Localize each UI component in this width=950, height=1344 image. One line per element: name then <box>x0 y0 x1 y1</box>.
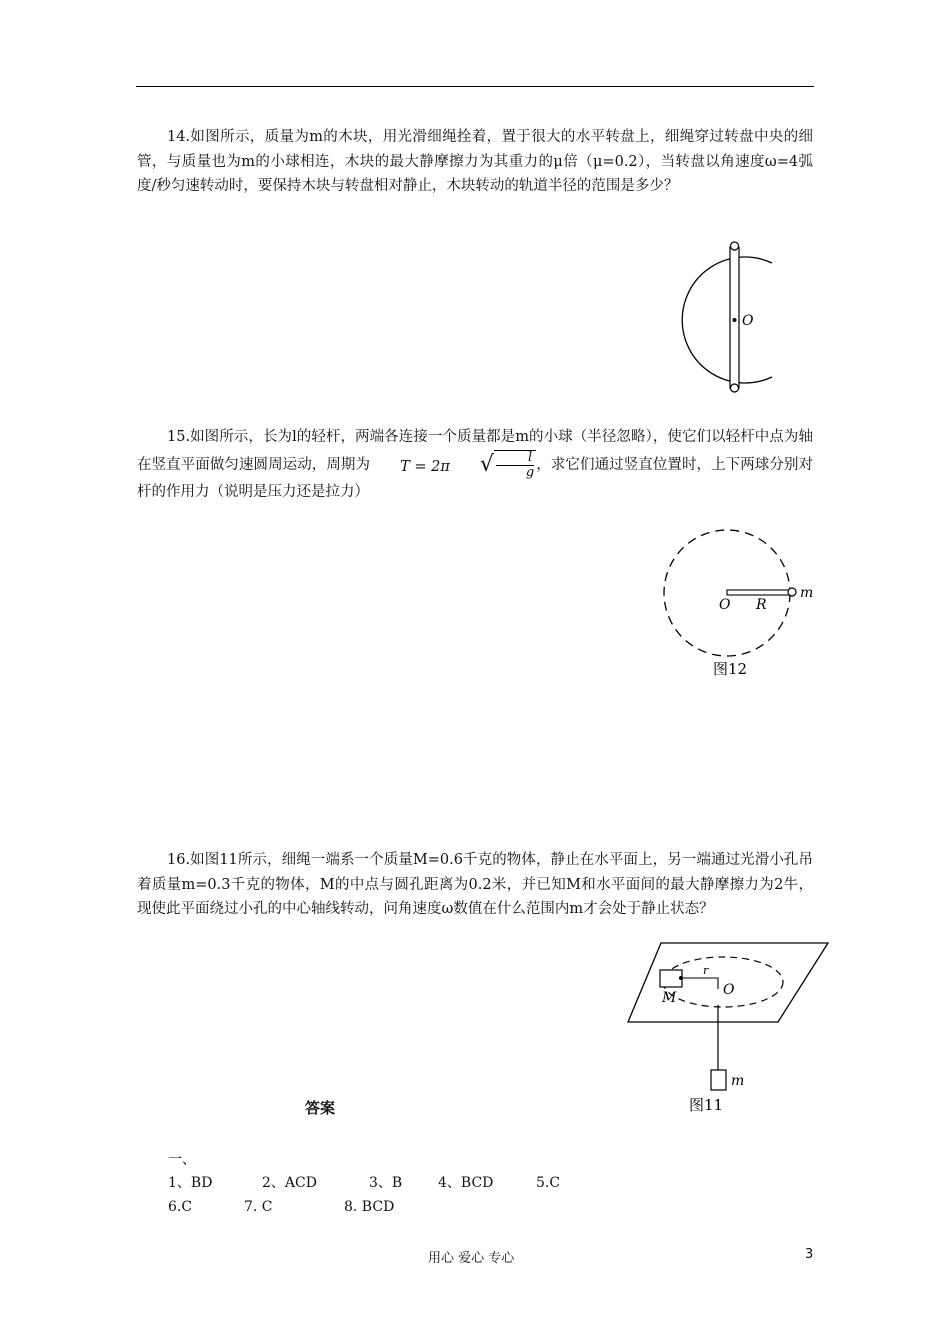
question-14-text: 14.如图所示，质量为m的木块，用光滑细绳拴着，置于很大的水平转盘上，细绳穿过转盘中央的细管，与质量也为m的小球相连，木块的最大静摩擦力为其重力的μ倍（μ=0.2），当转盘以角速度ω=4弧度/秒匀速转动时，要保持木块与转盘相对静止，木块转动的轨道半径的范围是多少？ <box>137 129 813 194</box>
header-rule <box>136 86 814 87</box>
center-label: O <box>742 313 754 329</box>
answer-6: 6.C <box>168 1199 193 1215</box>
center-label: O <box>719 597 731 613</box>
block-center-dot <box>679 976 683 980</box>
figure-turntable <box>660 240 790 399</box>
turntable-arc <box>682 257 772 383</box>
center-point <box>733 318 737 322</box>
rod <box>727 590 790 595</box>
bottom-ball <box>731 384 739 392</box>
answer-2: 2、ACD <box>262 1175 317 1191</box>
question-15-text: 15.如图所示，长为l的轻杆，两端各连接一个质量都是m的小球（半径忽略），使它们以轻杆中点为轴在竖直平面做匀速圆周运动，周期为 T = 2π √ $\frac{l}{g}$ ，求它们通过竖直位置时，上下两球分别对杆的作用力（说明是压力还是拉力） <box>137 429 814 500</box>
string-top <box>682 978 718 989</box>
ball <box>788 588 796 596</box>
figure-caption: 图12 <box>713 660 748 678</box>
answer-8: 8. BCD <box>344 1199 395 1215</box>
figure-11 <box>625 940 830 1124</box>
answer-section: 一、 <box>168 1152 196 1168</box>
period-formula: T = 2π √ $\frac{l}{g}$ <box>400 449 535 480</box>
answer-7: 7. C <box>244 1199 273 1215</box>
big-mass-label: M <box>662 990 677 1006</box>
figure-12 <box>655 525 825 689</box>
answer-4: 4、BCD <box>438 1175 494 1191</box>
answer-title: 答案 <box>305 1099 336 1117</box>
mass-label: m <box>800 585 814 601</box>
answer-3: 3、B <box>369 1175 403 1191</box>
question-16-text: 16.如图11所示，细绳一端系一个质量M=0.6千克的物体，静止在水平面上，另一端通过光滑小孔吊着质量m=0.3千克的物体，M的中点与圆孔距离为0.2米，并已知M和水平面间的最大静摩擦力为2牛，现使此平面绕过小孔的中心轴线转动，问角速度ω数值在什么范围内m才会处于静止状态？ <box>137 852 813 917</box>
answer-1: 1、BD <box>168 1175 213 1191</box>
answer-5: 5.C <box>536 1175 561 1191</box>
block-M <box>660 970 682 987</box>
center-tube <box>730 247 739 388</box>
r-label: r <box>703 964 709 977</box>
top-ball <box>731 242 739 250</box>
footer-motto: 用心 爱心 专心 <box>428 1251 515 1266</box>
page-number: 3 <box>805 1247 814 1262</box>
block-m <box>711 1070 726 1090</box>
radius-label: R <box>756 597 767 613</box>
figure-caption: 图11 <box>689 1096 724 1114</box>
small-mass-label: m <box>731 1073 745 1089</box>
center-label: O <box>723 982 735 998</box>
